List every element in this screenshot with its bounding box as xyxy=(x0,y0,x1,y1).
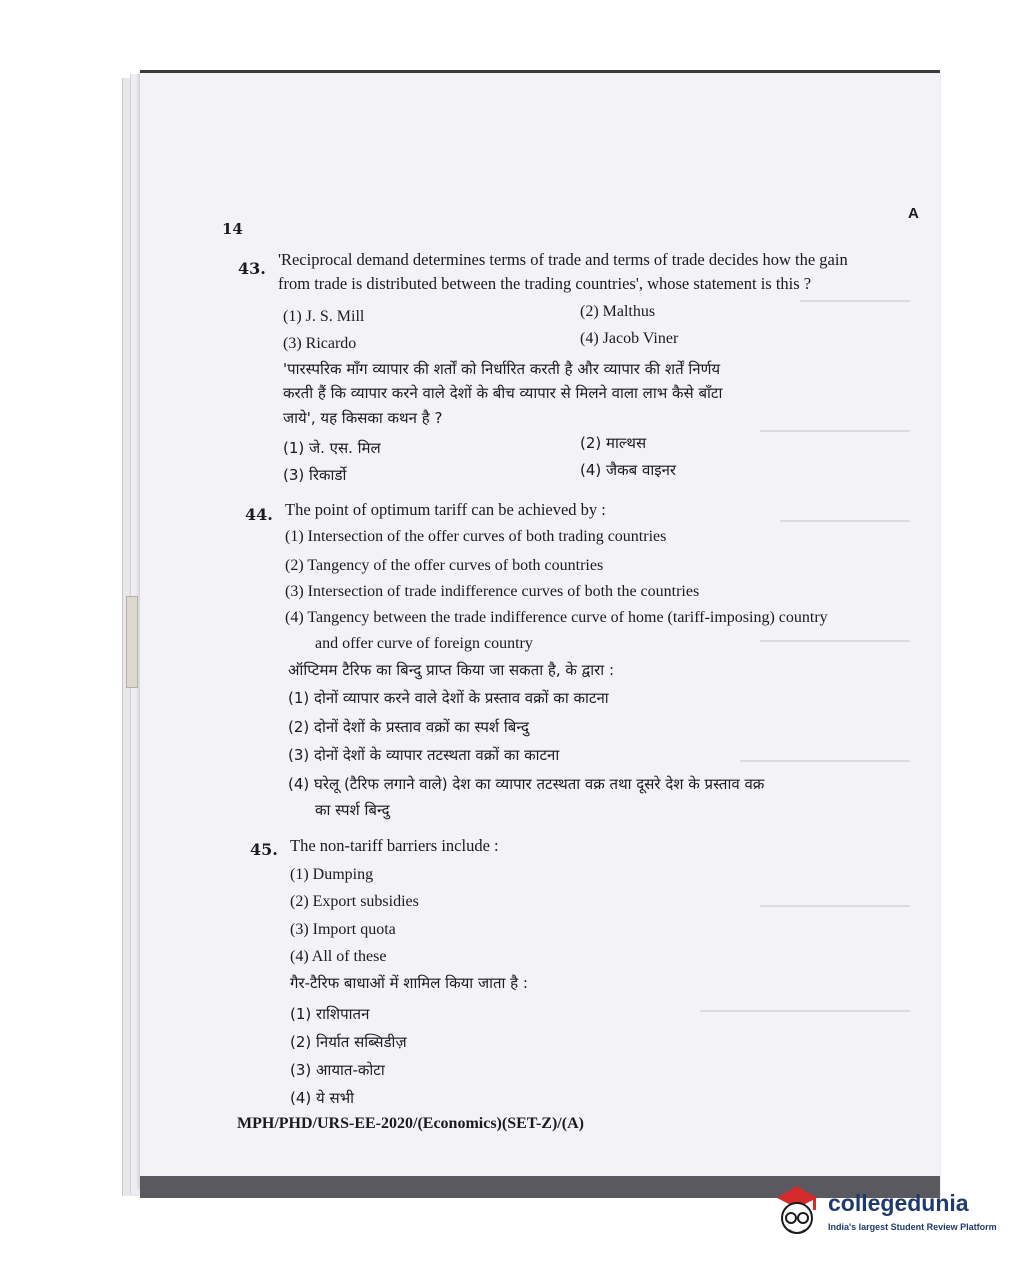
option-4-en-continued: and offer curve of foreign country xyxy=(315,635,533,652)
brand-name: collegedunia xyxy=(828,1190,969,1216)
option-4-hi: (4) घरेलू (टैरिफ लगाने वाले) देश का व्यापार तटस्थता वक्र तथा दूसरे देश के प्रस्ताव वक्र xyxy=(288,775,765,793)
option-4-hi: (4) जैकब वाइनर xyxy=(580,461,677,479)
option-3-en: (3) Intersection of trade indifference curves of both the countries xyxy=(285,583,700,600)
option-4-en: (4) Tangency between the trade indifference curve of home (tariff-imposing) country xyxy=(285,609,828,626)
question-text-en: The point of optimum tariff can be achieved by : xyxy=(285,500,606,519)
option-1-hi: (1) दोनों व्यापार करने वाले देशों के प्रस्ताव वक्रों का काटना xyxy=(288,689,609,707)
question-text-hi: गैर-टैरिफ बाधाओं में शामिल किया जाता है : xyxy=(290,974,528,992)
option-1-hi: (1) जे. एस. मिल xyxy=(283,439,381,457)
option-2-en: (2) Export subsidies xyxy=(290,893,419,910)
page-top-edge xyxy=(140,70,940,73)
question-text-hi: जाये', यह किसका कथन है ? xyxy=(283,409,443,427)
option-4-hi: (4) ये सभी xyxy=(290,1089,355,1107)
brand-tagline: India's largest Student Review Platform xyxy=(828,1222,997,1232)
option-3-en: (3) Ricardo xyxy=(283,335,357,352)
option-3-hi: (3) आयात-कोटा xyxy=(290,1061,385,1079)
option-1-hi: (1) राशिपातन xyxy=(290,1005,370,1023)
question-number: 44. xyxy=(245,505,273,524)
option-2-hi: (2) माल्थस xyxy=(580,434,647,452)
question-number: 45. xyxy=(250,840,278,859)
option-2-en: (2) Malthus xyxy=(580,303,656,320)
option-3-hi: (3) रिकार्डो xyxy=(283,466,347,484)
option-2-hi: (2) निर्यात सब्सिडीज़ xyxy=(290,1033,407,1051)
question-number: 43. xyxy=(238,259,266,278)
option-1-en: (1) Dumping xyxy=(290,866,374,883)
option-1-en: (1) Intersection of the offer curves of both trading countries xyxy=(285,528,667,545)
option-2-hi: (2) दोनों देशों के प्रस्ताव वक्रों का स्पर्श बिन्दु xyxy=(288,718,529,736)
question-text-en: The non-tariff barriers include : xyxy=(290,836,499,855)
option-2-en: (2) Tangency of the offer curves of both countries xyxy=(285,557,604,574)
option-3-hi: (3) दोनों देशों के व्यापार तटस्थता वक्रों का काटना xyxy=(288,746,560,764)
option-4-en: (4) Jacob Viner xyxy=(580,330,679,347)
question-text-hi: करती हैं कि व्यापार करने वाले देशों के बीच व्यापार से मिलने वाला लाभ कैसे बाँटा xyxy=(283,384,723,402)
question-text-en: 'Reciprocal demand determines terms of trade and terms of trade decides how the gain xyxy=(278,250,848,269)
binder-clip xyxy=(126,596,138,688)
option-1-en: (1) J. S. Mill xyxy=(283,308,365,325)
option-3-en: (3) Import quota xyxy=(290,921,396,938)
page-number: 14 xyxy=(222,220,243,238)
question-text-hi: 'पारस्परिक माँग व्यापार की शर्तों को निर्धारित करती है और व्यापार की शर्तें निर्णय xyxy=(283,360,721,378)
question-text-hi: ऑप्टिमम टैरिफ का बिन्दु प्राप्त किया जा सकता है, के द्वारा : xyxy=(288,661,615,679)
question-text-en: from trade is distributed between the trading countries', whose statement is this ? xyxy=(278,274,812,293)
exam-page xyxy=(140,72,940,1190)
option-4-hi-continued: का स्पर्श बिन्दु xyxy=(315,801,390,819)
set-letter: A xyxy=(908,205,919,222)
option-4-en: (4) All of these xyxy=(290,948,387,965)
paper-code-footer: MPH/PHD/URS-EE-2020/(Economics)(SET-Z)/(A) xyxy=(237,1115,584,1132)
